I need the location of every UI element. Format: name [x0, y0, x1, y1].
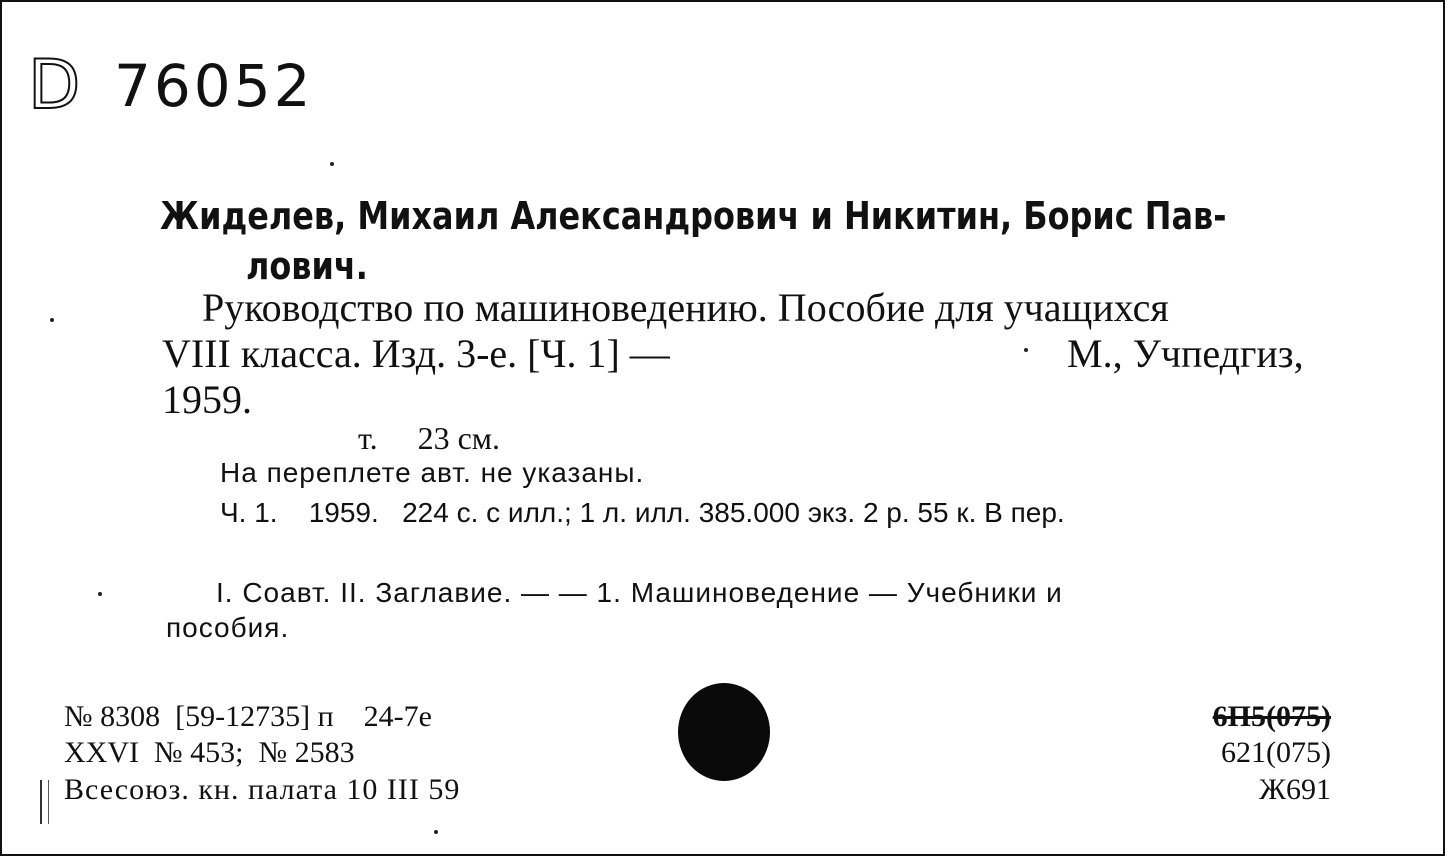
- speck: [1024, 348, 1028, 352]
- classification-old: 6П5(075): [1212, 700, 1331, 733]
- authors-line-2: лович.: [246, 244, 368, 288]
- parts-line: Ч. 1. 1959. 224 с. с илл.; 1 л. илл. 385.000 экз. 2 р. 55 к. В пер.: [220, 497, 1065, 528]
- speck: [330, 162, 334, 166]
- speck: [50, 318, 54, 322]
- speck: [434, 830, 438, 834]
- authors-line-1: Жиделев, Михаил Александрович и Никитин, Борис Пав-: [160, 194, 1227, 238]
- bottom-left-line-3: Всесоюз. кн. палата 10 III 59: [64, 773, 461, 806]
- note-line: На переплете авт. не указаны.: [220, 457, 645, 488]
- title-line-1: Руководство по машиноведению. Пособие для учащихся: [202, 285, 1169, 330]
- tracing-line-2: пособия.: [166, 612, 290, 643]
- title-line-3: 1959.: [162, 377, 252, 422]
- imprint: М., Учпедгиз,: [1067, 331, 1304, 376]
- library-stamp-letter: D: [28, 46, 81, 125]
- physical-description: т. 23 см.: [358, 420, 501, 456]
- classification-udc: 621(075): [1221, 736, 1331, 769]
- punch-hole: [678, 683, 770, 781]
- accession-number: 76052: [114, 52, 314, 120]
- tracing-line-1: I. Соавт. II. Заглавие. — — 1. Машиноведение — Учебники и: [216, 577, 1063, 608]
- speck: [98, 592, 102, 596]
- bottom-left-line-2: XXVI № 453; № 2583: [64, 736, 355, 769]
- pencil-mark: [40, 780, 49, 824]
- author-mark: Ж691: [1259, 773, 1331, 806]
- bottom-left-line-1: № 8308 [59-12735] п 24-7е: [64, 700, 432, 733]
- title-line-2: VIII класса. Изд. 3-е. [Ч. 1] —: [162, 331, 670, 376]
